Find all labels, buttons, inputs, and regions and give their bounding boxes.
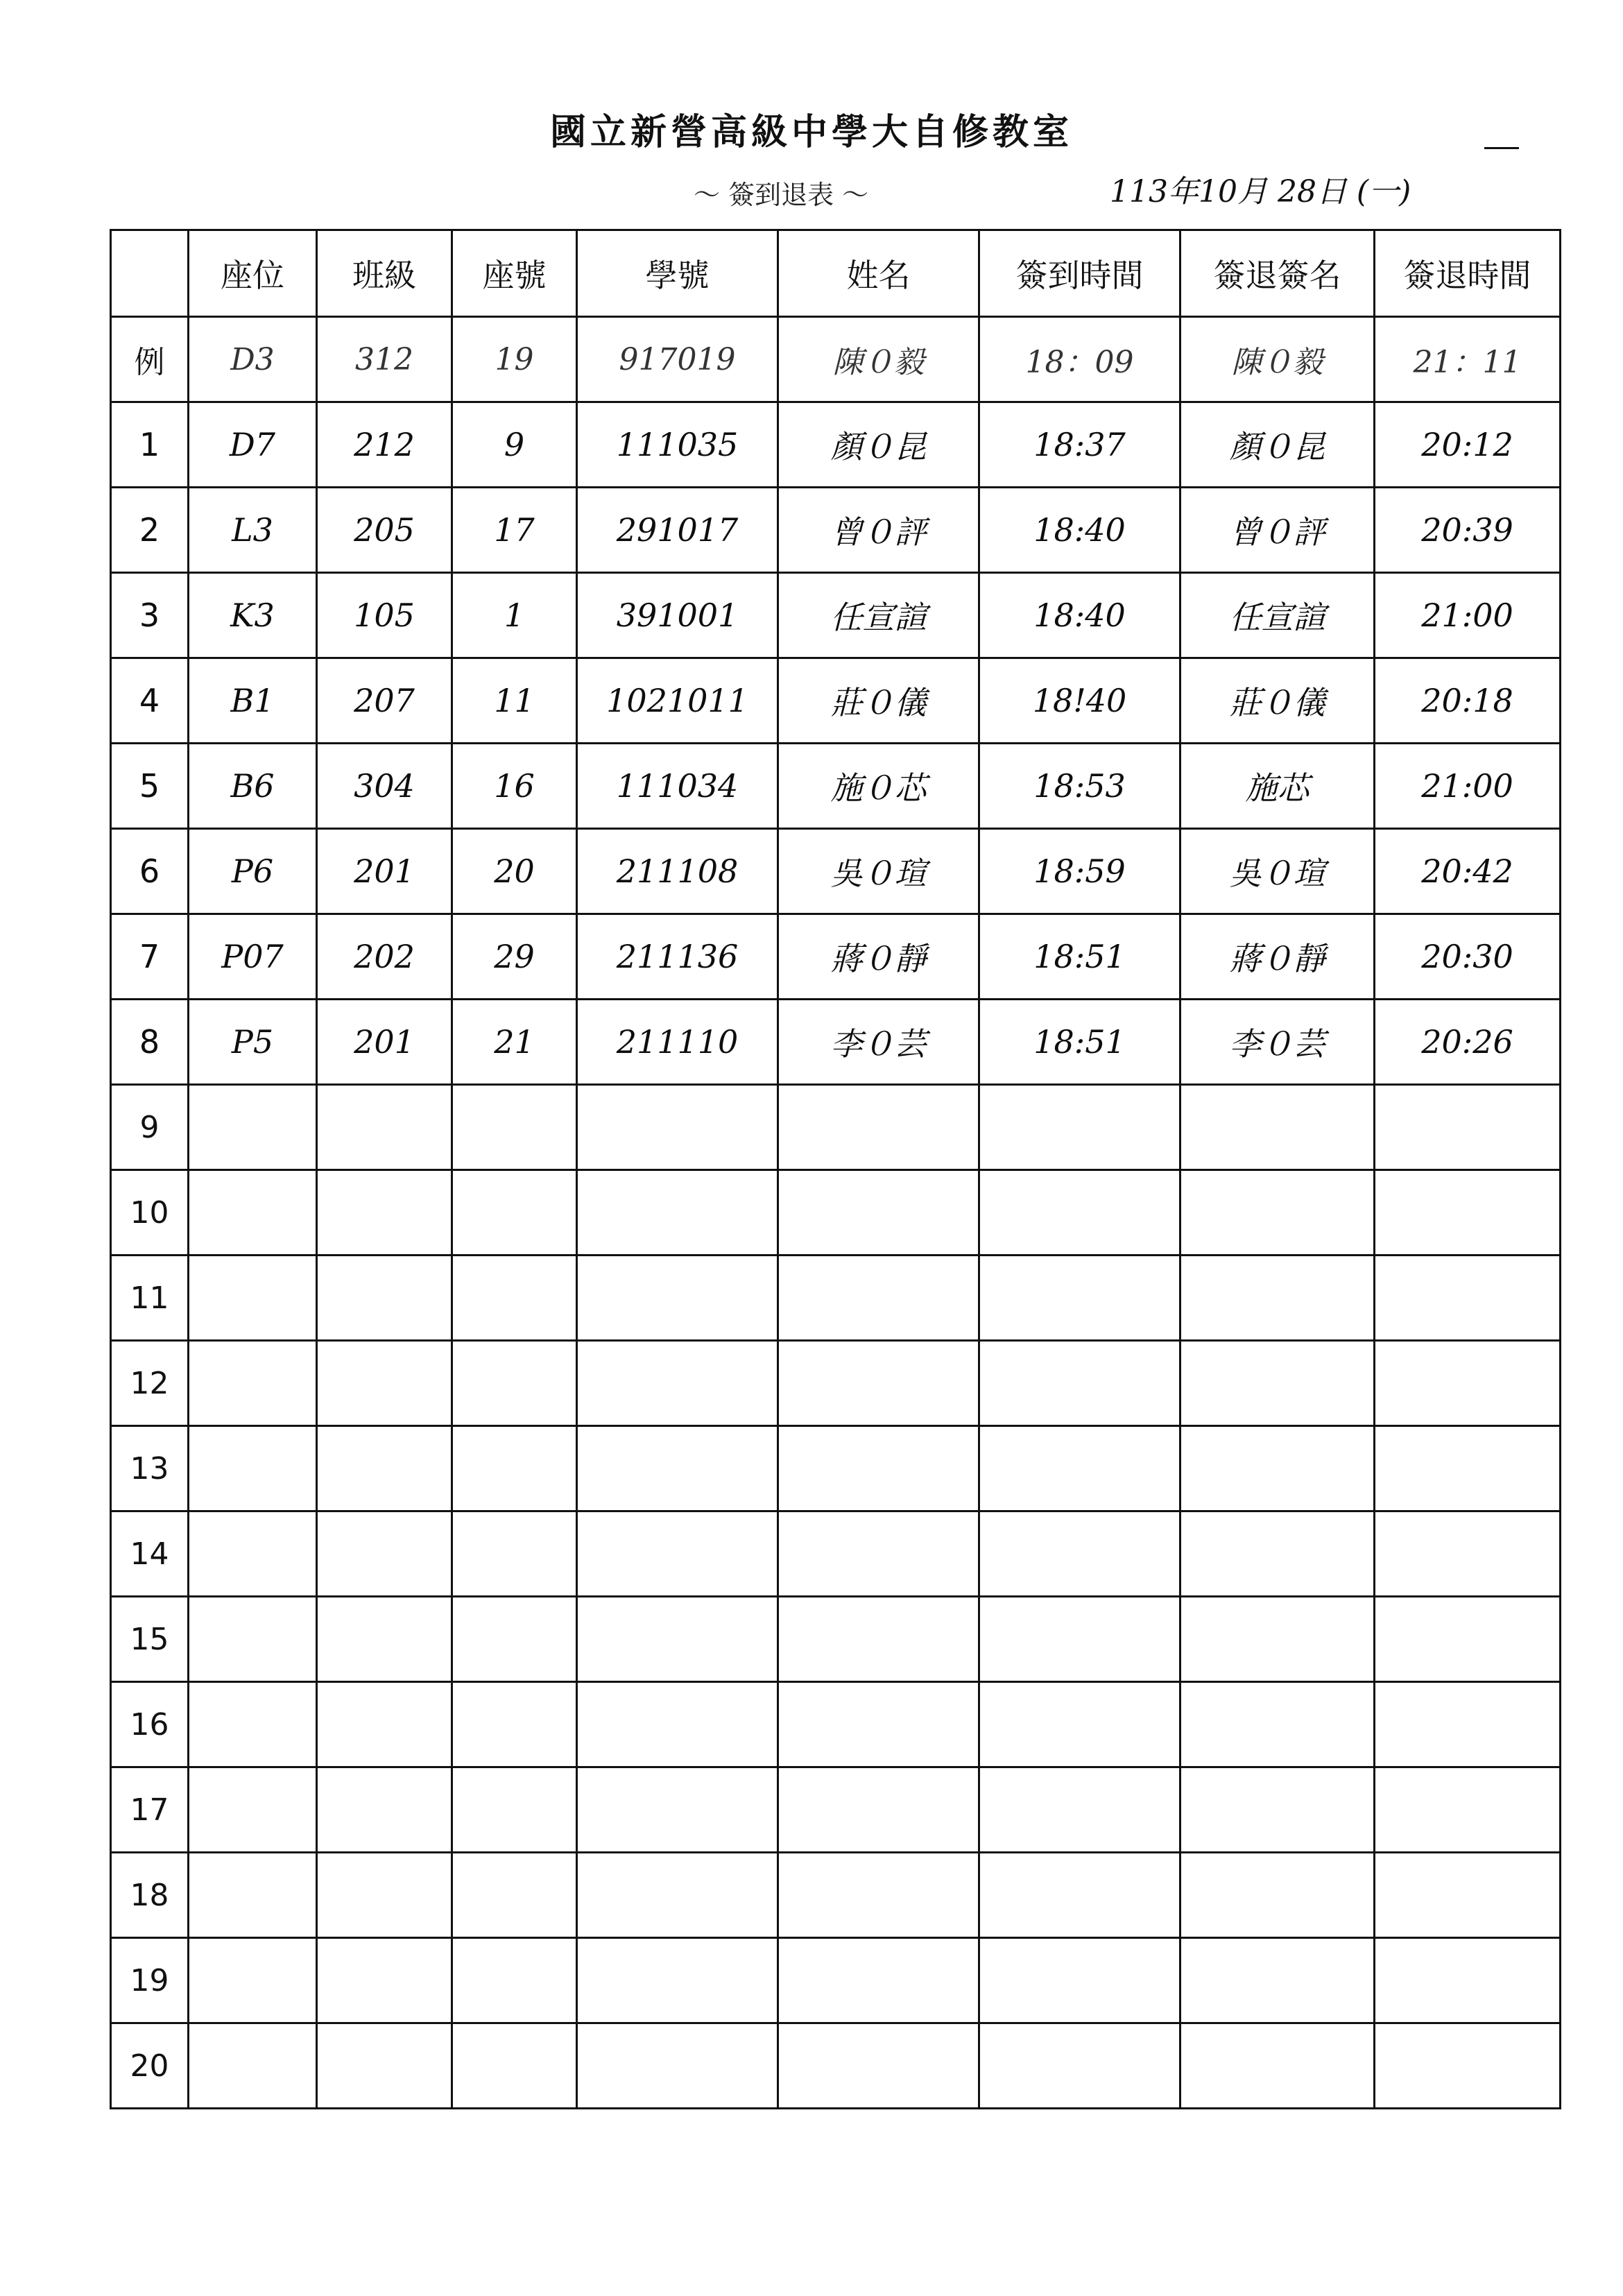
student-id-cell xyxy=(577,1341,778,1426)
name-cell xyxy=(778,1938,979,2023)
seat-no-cell: 1 xyxy=(452,573,577,658)
page-title: 國立新營高級中學大自修教室 xyxy=(549,111,1073,153)
seat-cell: P6 xyxy=(189,829,317,914)
name-cell xyxy=(778,1597,979,1682)
name-cell xyxy=(778,1426,979,1511)
class-cell: 304 xyxy=(317,744,452,829)
name-cell xyxy=(778,1767,979,1853)
seat-cell: P5 xyxy=(189,1000,317,1085)
sign-out-time-cell: 21:00 xyxy=(1375,744,1561,829)
sign-out-time-cell: 20:12 xyxy=(1375,402,1561,488)
row-number: 16 xyxy=(111,1682,189,1767)
seat-no-cell xyxy=(452,1853,577,1938)
table-row xyxy=(111,914,1561,1000)
sign-out-time-cell xyxy=(1375,1426,1561,1511)
example-seat-no: 19 xyxy=(452,317,577,402)
col-header-seat-no: 座號 xyxy=(452,230,577,317)
seat-no-cell xyxy=(452,1426,577,1511)
table-row xyxy=(111,1511,1561,1597)
student-id-cell: 1021011 xyxy=(577,658,778,744)
name-cell: 蔣０靜 xyxy=(778,914,979,1000)
page-subtitle: ～ 簽到退表 ～ xyxy=(694,180,869,210)
name-cell xyxy=(778,1511,979,1597)
class-cell: 201 xyxy=(317,1000,452,1085)
sign-out-time-cell: 20:39 xyxy=(1375,488,1561,573)
sign-out-name-cell xyxy=(1180,1853,1375,1938)
row-number: 11 xyxy=(111,1256,189,1341)
sign-in-time-cell: 18:51 xyxy=(979,914,1180,1000)
table-row xyxy=(111,488,1561,573)
seat-cell xyxy=(189,1767,317,1853)
class-cell xyxy=(317,1853,452,1938)
student-id-cell xyxy=(577,1256,778,1341)
name-cell: 莊０儀 xyxy=(778,658,979,744)
name-cell: 吳０瑄 xyxy=(778,829,979,914)
sign-out-time-cell xyxy=(1375,1341,1561,1426)
sign-in-time-cell xyxy=(979,1426,1180,1511)
sign-in-time-cell xyxy=(979,1853,1180,1938)
table-row xyxy=(111,1682,1561,1767)
seat-cell: D7 xyxy=(189,402,317,488)
date-mark xyxy=(1484,147,1519,149)
student-id-cell xyxy=(577,1597,778,1682)
sign-out-name-cell: 曾０評 xyxy=(1180,488,1375,573)
class-cell: 205 xyxy=(317,488,452,573)
sign-out-name-cell xyxy=(1180,1256,1375,1341)
sign-out-time-cell xyxy=(1375,1597,1561,1682)
sign-out-time-cell xyxy=(1375,1170,1561,1256)
row-number: 3 xyxy=(111,573,189,658)
sign-out-name-cell xyxy=(1180,1511,1375,1597)
seat-no-cell: 17 xyxy=(452,488,577,573)
example-sign-out-name: 陳０毅 xyxy=(1180,317,1375,402)
class-cell xyxy=(317,1938,452,2023)
sign-in-time-cell xyxy=(979,1085,1180,1170)
table-row xyxy=(111,1853,1561,1938)
col-header-sign-in-time: 簽到時間 xyxy=(979,230,1180,317)
sign-in-time-cell: 18!40 xyxy=(979,658,1180,744)
sign-out-name-cell xyxy=(1180,1682,1375,1767)
class-cell xyxy=(317,1256,452,1341)
sign-in-time-cell xyxy=(979,2023,1180,2109)
seat-no-cell: 29 xyxy=(452,914,577,1000)
seat-no-cell: 21 xyxy=(452,1000,577,1085)
student-id-cell xyxy=(577,1426,778,1511)
sign-out-time-cell: 20:30 xyxy=(1375,914,1561,1000)
sign-out-time-cell xyxy=(1375,1938,1561,2023)
seat-cell xyxy=(189,1341,317,1426)
table-row xyxy=(111,1426,1561,1511)
sign-out-name-cell xyxy=(1180,1426,1375,1511)
row-number: 2 xyxy=(111,488,189,573)
name-cell: 李０芸 xyxy=(778,1000,979,1085)
seat-no-cell xyxy=(452,1767,577,1853)
example-row xyxy=(111,317,1561,402)
name-cell: 施０芯 xyxy=(778,744,979,829)
row-number: 13 xyxy=(111,1426,189,1511)
student-id-cell: 391001 xyxy=(577,573,778,658)
row-number: 19 xyxy=(111,1938,189,2023)
row-number: 15 xyxy=(111,1597,189,1682)
seat-no-cell xyxy=(452,1597,577,1682)
table-row xyxy=(111,1938,1561,2023)
seat-cell: P07 xyxy=(189,914,317,1000)
seat-cell xyxy=(189,1170,317,1256)
student-id-cell xyxy=(577,2023,778,2109)
row-number: 8 xyxy=(111,1000,189,1085)
row-number: 6 xyxy=(111,829,189,914)
row-number: 4 xyxy=(111,658,189,744)
name-cell xyxy=(778,1682,979,1767)
sign-in-time-cell xyxy=(979,1597,1180,1682)
sign-in-time-cell: 18:53 xyxy=(979,744,1180,829)
row-number: 9 xyxy=(111,1085,189,1170)
table-row xyxy=(111,1597,1561,1682)
student-id-cell xyxy=(577,1767,778,1853)
col-header-name: 姓名 xyxy=(778,230,979,317)
example-label: 例 xyxy=(111,317,189,402)
table-row xyxy=(111,829,1561,914)
sign-out-time-cell: 20:18 xyxy=(1375,658,1561,744)
example-sign-out-time: 21：11 xyxy=(1375,317,1561,402)
name-cell: 顏０昆 xyxy=(778,402,979,488)
date-field: 113年10月 28日 (一) xyxy=(1110,174,1411,209)
row-number: 1 xyxy=(111,402,189,488)
sign-out-time-cell xyxy=(1375,1682,1561,1767)
seat-cell xyxy=(189,1597,317,1682)
sign-in-time-cell xyxy=(979,1341,1180,1426)
class-cell: 201 xyxy=(317,829,452,914)
sign-out-time-cell xyxy=(1375,2023,1561,2109)
sign-out-time-cell xyxy=(1375,1853,1561,1938)
col-header-sign-out-name: 簽退簽名 xyxy=(1180,230,1375,317)
sign-out-name-cell xyxy=(1180,1170,1375,1256)
sign-out-time-cell: 20:26 xyxy=(1375,1000,1561,1085)
sign-out-time-cell xyxy=(1375,1085,1561,1170)
seat-cell xyxy=(189,1426,317,1511)
seat-no-cell xyxy=(452,1170,577,1256)
class-cell: 202 xyxy=(317,914,452,1000)
sign-out-name-cell xyxy=(1180,1597,1375,1682)
example-name: 陳０毅 xyxy=(778,317,979,402)
example-sign-in: 18：09 xyxy=(979,317,1180,402)
student-id-cell xyxy=(577,1511,778,1597)
sign-out-name-cell xyxy=(1180,1341,1375,1426)
seat-no-cell: 11 xyxy=(452,658,577,744)
name-cell xyxy=(778,1853,979,1938)
student-id-cell: 211108 xyxy=(577,829,778,914)
row-number: 18 xyxy=(111,1853,189,1938)
table-row xyxy=(111,744,1561,829)
row-number: 17 xyxy=(111,1767,189,1853)
row-number: 12 xyxy=(111,1341,189,1426)
sign-in-time-cell: 18:40 xyxy=(979,573,1180,658)
table-row xyxy=(111,1341,1561,1426)
seat-no-cell xyxy=(452,1938,577,2023)
sign-out-name-cell xyxy=(1180,2023,1375,2109)
col-header-class: 班級 xyxy=(317,230,452,317)
seat-cell: K3 xyxy=(189,573,317,658)
class-cell xyxy=(317,1682,452,1767)
seat-no-cell: 9 xyxy=(452,402,577,488)
sign-out-name-cell: 施芯 xyxy=(1180,744,1375,829)
seat-no-cell xyxy=(452,1085,577,1170)
sign-out-name-cell: 李０芸 xyxy=(1180,1000,1375,1085)
table-row xyxy=(111,573,1561,658)
table-row xyxy=(111,1170,1561,1256)
class-cell xyxy=(317,1170,452,1256)
sign-in-time-cell xyxy=(979,1938,1180,2023)
seat-cell xyxy=(189,1853,317,1938)
class-cell xyxy=(317,1767,452,1853)
col-header-sign-out-time: 簽退時間 xyxy=(1375,230,1561,317)
table-row xyxy=(111,402,1561,488)
seat-no-cell: 16 xyxy=(452,744,577,829)
sign-in-time-cell: 18:51 xyxy=(979,1000,1180,1085)
class-cell: 207 xyxy=(317,658,452,744)
student-id-cell xyxy=(577,1853,778,1938)
sign-out-name-cell xyxy=(1180,1085,1375,1170)
student-id-cell: 111034 xyxy=(577,744,778,829)
student-id-cell: 211110 xyxy=(577,1000,778,1085)
sign-out-time-cell xyxy=(1375,1767,1561,1853)
student-id-cell xyxy=(577,1682,778,1767)
sign-in-time-cell: 18:59 xyxy=(979,829,1180,914)
class-cell xyxy=(317,1085,452,1170)
seat-cell xyxy=(189,1938,317,2023)
example-seat: D3 xyxy=(189,317,317,402)
student-id-cell xyxy=(577,1938,778,2023)
sign-out-name-cell: 吳０瑄 xyxy=(1180,829,1375,914)
sign-out-time-cell: 20:42 xyxy=(1375,829,1561,914)
col-header-student-id: 學號 xyxy=(577,230,778,317)
seat-no-cell xyxy=(452,1682,577,1767)
table-row xyxy=(111,2023,1561,2109)
sign-in-time-cell xyxy=(979,1511,1180,1597)
sign-out-name-cell xyxy=(1180,1767,1375,1853)
sign-out-name-cell: 任宣諠 xyxy=(1180,573,1375,658)
sign-in-time-cell xyxy=(979,1767,1180,1853)
class-cell xyxy=(317,1597,452,1682)
name-cell xyxy=(778,1341,979,1426)
col-header-seat: 座位 xyxy=(189,230,317,317)
table-row xyxy=(111,658,1561,744)
student-id-cell xyxy=(577,1085,778,1170)
sign-out-time-cell xyxy=(1375,1511,1561,1597)
row-number: 10 xyxy=(111,1170,189,1256)
student-id-cell xyxy=(577,1170,778,1256)
seat-cell: B1 xyxy=(189,658,317,744)
seat-cell xyxy=(189,2023,317,2109)
sign-out-time-cell xyxy=(1375,1256,1561,1341)
student-id-cell: 111035 xyxy=(577,402,778,488)
table-row xyxy=(111,1256,1561,1341)
name-cell xyxy=(778,2023,979,2109)
seat-cell xyxy=(189,1682,317,1767)
class-cell: 105 xyxy=(317,573,452,658)
seat-cell: L3 xyxy=(189,488,317,573)
sign-in-table xyxy=(110,229,1561,2109)
row-number: 7 xyxy=(111,914,189,1000)
name-cell xyxy=(778,1256,979,1341)
seat-cell: B6 xyxy=(189,744,317,829)
seat-no-cell xyxy=(452,2023,577,2109)
class-cell xyxy=(317,1511,452,1597)
seat-no-cell xyxy=(452,1256,577,1341)
name-cell: 任宣諠 xyxy=(778,573,979,658)
student-id-cell: 211136 xyxy=(577,914,778,1000)
example-student-id: 917019 xyxy=(577,317,778,402)
class-cell xyxy=(317,2023,452,2109)
seat-no-cell xyxy=(452,1341,577,1426)
row-number: 5 xyxy=(111,744,189,829)
student-id-cell: 291017 xyxy=(577,488,778,573)
class-cell: 212 xyxy=(317,402,452,488)
class-cell xyxy=(317,1341,452,1426)
seat-no-cell xyxy=(452,1511,577,1597)
class-cell xyxy=(317,1426,452,1511)
row-number: 14 xyxy=(111,1511,189,1597)
seat-no-cell: 20 xyxy=(452,829,577,914)
sign-out-name-cell: 蔣０靜 xyxy=(1180,914,1375,1000)
sign-out-name-cell xyxy=(1180,1938,1375,2023)
sign-in-time-cell xyxy=(979,1170,1180,1256)
example-class: 312 xyxy=(317,317,452,402)
header-row xyxy=(111,230,1561,317)
name-cell: 曾０評 xyxy=(778,488,979,573)
seat-cell xyxy=(189,1085,317,1170)
sign-in-time-cell: 18:40 xyxy=(979,488,1180,573)
name-cell xyxy=(778,1085,979,1170)
table-row xyxy=(111,1767,1561,1853)
table-row xyxy=(111,1000,1561,1085)
name-cell xyxy=(778,1170,979,1256)
row-number: 20 xyxy=(111,2023,189,2109)
col-header-index xyxy=(111,230,189,317)
seat-cell xyxy=(189,1256,317,1341)
sign-in-time-cell xyxy=(979,1682,1180,1767)
sign-out-time-cell: 21:00 xyxy=(1375,573,1561,658)
sign-in-time-cell xyxy=(979,1256,1180,1341)
sign-in-time-cell: 18:37 xyxy=(979,402,1180,488)
seat-cell xyxy=(189,1511,317,1597)
sign-out-name-cell: 顏０昆 xyxy=(1180,402,1375,488)
table-row xyxy=(111,1085,1561,1170)
sign-out-name-cell: 莊０儀 xyxy=(1180,658,1375,744)
